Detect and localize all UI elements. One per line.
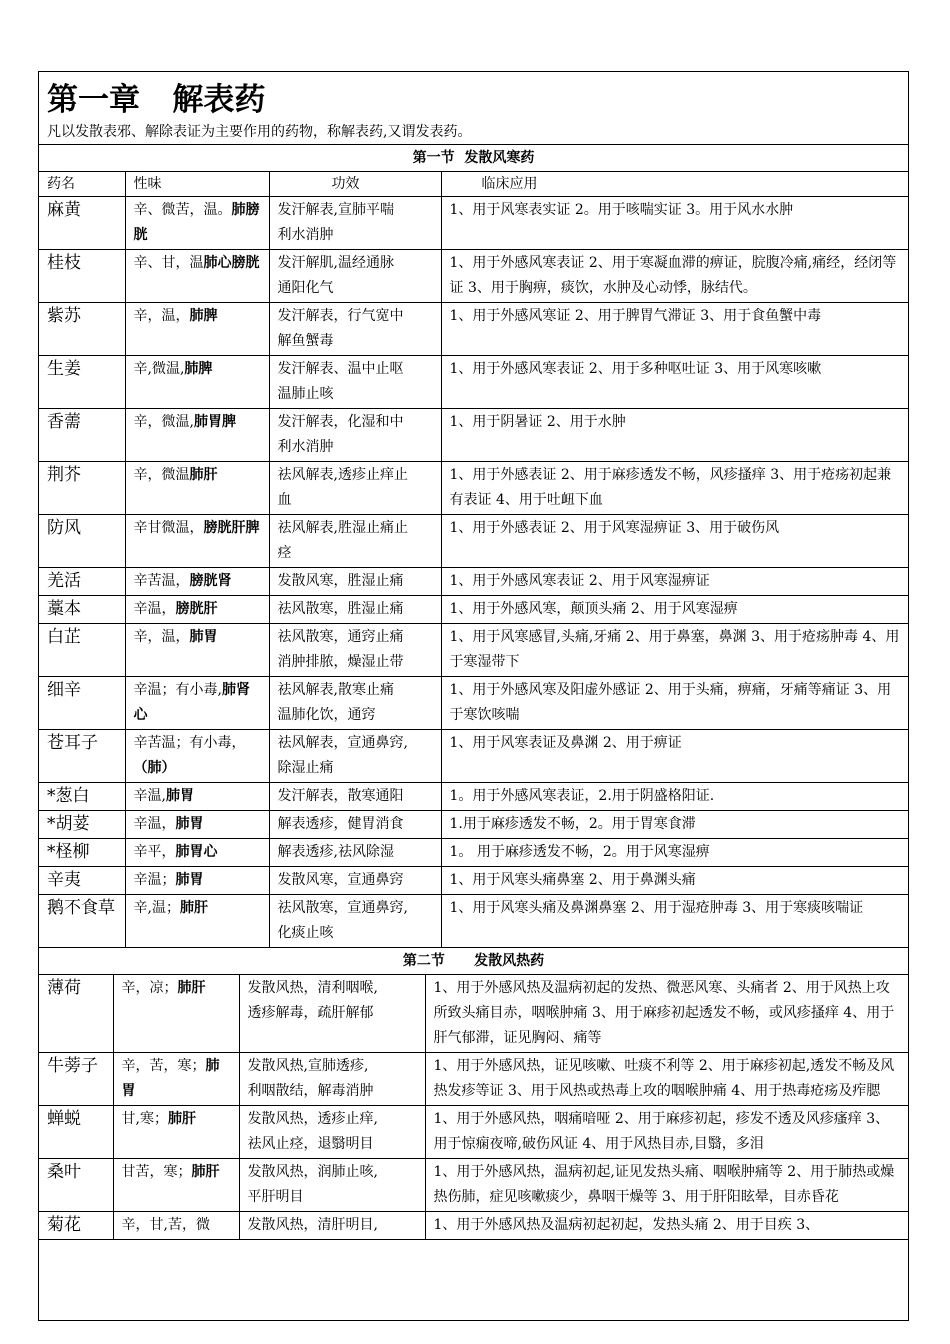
section2-table: [39, 948, 908, 1240]
herb-effect: 祛风解表，宣通鼻窍, 除湿止痛: [269, 730, 441, 783]
table-row: [39, 839, 908, 867]
herb-taste-cell: [125, 730, 269, 783]
table-row: [39, 783, 908, 811]
table-row: [39, 1212, 908, 1240]
herb-usage: 1、用于外感风热，证见咳嗽、吐痰不利等 2、用于麻疹初起,透发不畅及风热发疹等证 3、用于风热或热毒上攻的咽喉肿痛 4、用于热毒疮疡及痄腮: [425, 1053, 908, 1106]
herb-taste: 辛，苦，寒；: [121, 1058, 206, 1074]
herb-usage: 1、用于外感风寒表证 2、用于多种呕吐证 3、用于风寒咳嗽: [441, 356, 908, 409]
herb-name: 鹅不食草: [39, 895, 125, 948]
herb-name: 桂枝: [39, 250, 125, 303]
herb-taste-cell: [125, 250, 269, 303]
herb-effect: 祛风解表,透疹止痒止 血: [269, 462, 441, 515]
herb-usage: 1、用于外感风寒表证 2、用于寒凝血滞的痹证，脘腹冷痛,痛经，经闭等证 3、用于胸痹，痰饮，水肿及心动悸，脉结代。: [441, 250, 908, 303]
herb-taste: 辛苦温，: [133, 573, 190, 589]
herb-taste-cell: [113, 1106, 239, 1159]
herb-taste-cell: [125, 462, 269, 515]
table-row: [39, 1053, 908, 1106]
herb-meridian: 肺心膀胱: [203, 255, 260, 271]
herb-effect: 发汗解表，散寒通阳: [269, 783, 441, 811]
herb-name: 牛蒡子: [39, 1053, 113, 1106]
herb-name: 薄荷: [39, 975, 113, 1053]
herb-name: 白芷: [39, 624, 125, 677]
herb-taste: 辛温；: [133, 872, 176, 888]
herb-taste: 辛，温，: [133, 308, 190, 324]
chapter-header: [39, 72, 908, 145]
herb-taste-cell: [125, 677, 269, 730]
herb-usage: 1、用于外感风热及温病初起的发热、微恶风寒、头痛者 2、用于风热上攻所致头痛目赤，咽喉肿痛 3、用于麻疹初起透发不畅，或风疹搔痒 4、用于肝气郁滞，证见胸闷、痛等: [425, 975, 908, 1053]
herb-name: 辛夷: [39, 867, 125, 895]
table-row: [39, 197, 908, 250]
herb-taste: 辛平，: [133, 844, 176, 860]
herb-effect: 发散风热，润肺止咳, 平肝明目: [239, 1159, 425, 1212]
herb-name: 藁本: [39, 596, 125, 624]
herb-meridian: 肺胃脾: [193, 414, 236, 430]
herb-usage: 1、用于风寒表实证 2。用于咳喘实证 3。用于风水水肿: [441, 197, 908, 250]
herb-usage: 1、用于外感风寒及阳虚外感证 2、用于头痛，痹痛，牙痛等痛证 3、用于寒饮咳喘: [441, 677, 908, 730]
herb-taste-cell: [113, 1053, 239, 1106]
section2-title: 第二节 发散风热药: [39, 948, 908, 975]
herb-taste: 辛苦温；有小毒，: [133, 735, 246, 751]
section1-table: [39, 145, 908, 948]
table-row: [39, 895, 908, 948]
herb-meridian: 肺肝: [177, 980, 206, 996]
herb-usage: 1.用于麻疹透发不畅，2。用于胃寒食滞: [441, 811, 908, 839]
table-row: [39, 409, 908, 462]
herb-meridian: 肺胃: [121, 1058, 220, 1099]
herb-name: 细辛: [39, 677, 125, 730]
herb-effect: 发汗解表,宣肺平喘 利水消肿: [269, 197, 441, 250]
herb-meridian: 肺肝: [179, 900, 208, 916]
table-row: [39, 975, 908, 1053]
herb-usage: 1、用于外感表证 2、用于麻疹透发不畅，风疹搔痒 3、用于疮疡初起兼有表证 4、用于吐衄下血: [441, 462, 908, 515]
table-row: [39, 624, 908, 677]
herb-effect: 发汗解肌,温经通脉 通阳化气: [269, 250, 441, 303]
table-row: [39, 1159, 908, 1212]
herb-name: 香薷: [39, 409, 125, 462]
herb-effect: 发汗解表、温中止呕 温肺止咳: [269, 356, 441, 409]
section1-title: 第一节 发散风寒药: [39, 145, 908, 172]
table-row: [39, 250, 908, 303]
herb-taste-cell: [125, 356, 269, 409]
herb-taste: 辛甘微温，: [133, 520, 204, 536]
chapter-title: 第一章 解表药: [47, 82, 266, 118]
herb-effect: 发散风热,宣肺透疹, 利咽散结，解毒消肿: [239, 1053, 425, 1106]
herb-meridian: 肺肝: [167, 1111, 196, 1127]
herb-taste: 辛，甘,苦，微: [121, 1217, 210, 1233]
herb-effect: 祛风散寒，通窍止痛 消肿排脓，燥湿止带: [269, 624, 441, 677]
herb-taste-cell: [125, 867, 269, 895]
herb-effect: 祛风解表,散寒止痛 温肺化饮，通窍: [269, 677, 441, 730]
table-row: [39, 515, 908, 568]
herb-meridian: 肺胃: [175, 816, 204, 832]
herb-effect: 发散风寒，胜湿止痛: [269, 568, 441, 596]
herb-effect: 发散风热，清肝明目,: [239, 1212, 425, 1240]
table-row: [39, 811, 908, 839]
herb-effect: 发汗解表，化湿和中 利水消肿: [269, 409, 441, 462]
herb-taste: 辛，凉；: [121, 980, 178, 996]
herb-usage: 1、用于风寒感冒,头痛,牙痛 2、用于鼻塞，鼻渊 3、用于疮疡肿毒 4、用于寒湿带下: [441, 624, 908, 677]
herb-taste-cell: [125, 568, 269, 596]
herb-taste-cell: [125, 409, 269, 462]
herb-usage: 1、用于外感风寒，颠顶头痛 2、用于风寒湿痹: [441, 596, 908, 624]
table-row: [39, 462, 908, 515]
herb-taste: 辛温，: [133, 601, 176, 617]
herb-effect: 发散风热，清利咽喉, 透疹解毒，疏肝解郁: [239, 975, 425, 1053]
herb-name: *柽柳: [39, 839, 125, 867]
herb-taste: 甘,寒；: [121, 1111, 168, 1127]
document-page: [38, 71, 909, 1321]
herb-taste: 辛，微温,: [133, 414, 194, 430]
herb-meridian: 肺肝: [189, 467, 218, 483]
table-row: [39, 730, 908, 783]
herb-meridian: 膀胱肝脾: [203, 520, 260, 536]
herb-taste-cell: [125, 624, 269, 677]
herb-meridian: 肺肝: [191, 1164, 220, 1180]
section2-title-row: [39, 948, 908, 975]
herb-taste-cell: [113, 1212, 239, 1240]
table-row: [39, 303, 908, 356]
herb-usage: 1、用于外感风寒表证 2、用于风寒湿痹证: [441, 568, 908, 596]
herb-name: *胡荽: [39, 811, 125, 839]
herb-taste: 辛,温；: [133, 900, 180, 916]
table-row: [39, 568, 908, 596]
header-name: 药名: [39, 172, 125, 197]
herb-taste-cell: [125, 303, 269, 356]
herb-effect: 解表透疹，健胃消食: [269, 811, 441, 839]
herb-taste-cell: [125, 839, 269, 867]
header-usage: 临床应用: [441, 172, 908, 197]
herb-usage: 1、用于外感风热，咽痛喑哑 2、用于麻疹初起，疹发不透及风疹瘙痒 3、用于惊痫夜啼,破伤风证 4、用于风热目赤,目翳，多泪: [425, 1106, 908, 1159]
herb-taste-cell: [113, 975, 239, 1053]
herb-usage: 1、用于阴暑证 2、用于水肿: [441, 409, 908, 462]
herb-name: 桑叶: [39, 1159, 113, 1212]
herb-name: *葱白: [39, 783, 125, 811]
herb-meridian: 肺膀胱: [133, 202, 260, 243]
herb-taste: 辛温；有小毒,: [133, 682, 222, 698]
herb-taste: 辛、微苦，温。: [133, 202, 232, 218]
table-row: [39, 596, 908, 624]
table-row: [39, 677, 908, 730]
herb-usage: 1、用于风寒头痛及鼻渊鼻塞 2、用于湿疮肿毒 3、用于寒痰咳喘证: [441, 895, 908, 948]
herb-effect: 祛风解表,胜湿止痛止 痉: [269, 515, 441, 568]
herb-meridian: 肺肾心: [133, 682, 250, 723]
herb-usage: 1、用于外感风寒证 2、用于脾胃气滞证 3、用于食鱼蟹中毒: [441, 303, 908, 356]
herb-usage: 1。 用于麻疹透发不畅，2。用于风寒湿痹: [441, 839, 908, 867]
header-effect: 功效: [269, 172, 441, 197]
table-row: [39, 1106, 908, 1159]
herb-name: 紫苏: [39, 303, 125, 356]
herb-effect: 发汗解表，行气宽中 解鱼蟹毒: [269, 303, 441, 356]
herb-usage: 1、用于风寒头痛鼻塞 2、用于鼻渊头痛: [441, 867, 908, 895]
herb-effect: 祛风散寒，胜湿止痛: [269, 596, 441, 624]
table-row: [39, 867, 908, 895]
herb-taste: 辛温,: [133, 788, 166, 804]
herb-taste-cell: [113, 1159, 239, 1212]
table-row: [39, 356, 908, 409]
herb-taste-cell: [125, 596, 269, 624]
herb-usage: 1、用于外感风热，温病初起,证见发热头痛、咽喉肿痛等 2、用于肺热或燥热伤肺，症见咳嗽痰少，鼻咽干燥等 3、用于肝阳眩晕，目赤昏花: [425, 1159, 908, 1212]
herb-taste-cell: [125, 811, 269, 839]
herb-meridian: 肺胃心: [175, 844, 218, 860]
herb-usage: 1、用于外感风热及温病初起初起，发热头痛 2、用于目疾 3、: [425, 1212, 908, 1240]
herb-name: 苍耳子: [39, 730, 125, 783]
herb-usage: 1、用于风寒表证及鼻渊 2、用于痹证: [441, 730, 908, 783]
herb-effect: 发散风寒，宣通鼻窍: [269, 867, 441, 895]
herb-taste: 辛，温，: [133, 629, 190, 645]
herb-effect: 解表透疹,祛风除湿: [269, 839, 441, 867]
herb-name: 羌活: [39, 568, 125, 596]
herb-usage: 1。用于外感风寒表证，2.用于阴盛格阳证.: [441, 783, 908, 811]
herb-effect: 发散风热，透疹止痒, 祛风止痉，退翳明目: [239, 1106, 425, 1159]
herb-meridian: 肺脾: [184, 361, 213, 377]
herb-meridian: （肺）: [133, 760, 176, 776]
herb-meridian: 膀胱肝: [175, 601, 218, 617]
herb-taste: 辛,微温,: [133, 361, 185, 377]
herb-name: 菊花: [39, 1212, 113, 1240]
herb-taste-cell: [125, 783, 269, 811]
header-row: [39, 172, 908, 197]
herb-name: 荆芥: [39, 462, 125, 515]
herb-meridian: 膀胱肾: [189, 573, 232, 589]
herb-name: 蝉蜕: [39, 1106, 113, 1159]
herb-taste: 辛，微温: [133, 467, 190, 483]
herb-name: 生姜: [39, 356, 125, 409]
herb-meridian: 肺脾: [189, 308, 218, 324]
herb-meridian: 肺胃: [165, 788, 194, 804]
herb-taste-cell: [125, 197, 269, 250]
herb-taste: 辛、甘，温: [133, 255, 204, 271]
section1-title-row: [39, 145, 908, 172]
herb-taste: 辛温，: [133, 816, 176, 832]
chapter-intro: 凡以发散表邪、解除表证为主要作用的药物，称解表药,又谓发表药。: [47, 124, 472, 140]
herb-meridian: 肺胃: [175, 872, 204, 888]
herb-usage: 1、用于外感表证 2、用于风寒湿痹证 3、用于破伤风: [441, 515, 908, 568]
header-taste: 性味: [125, 172, 269, 197]
herb-taste: 甘苦，寒；: [121, 1164, 192, 1180]
herb-taste-cell: [125, 515, 269, 568]
herb-meridian: 肺胃: [189, 629, 218, 645]
herb-name: 麻黄: [39, 197, 125, 250]
herb-taste-cell: [125, 895, 269, 948]
herb-name: 防风: [39, 515, 125, 568]
herb-effect: 祛风散寒，宣通鼻窍, 化痰止咳: [269, 895, 441, 948]
